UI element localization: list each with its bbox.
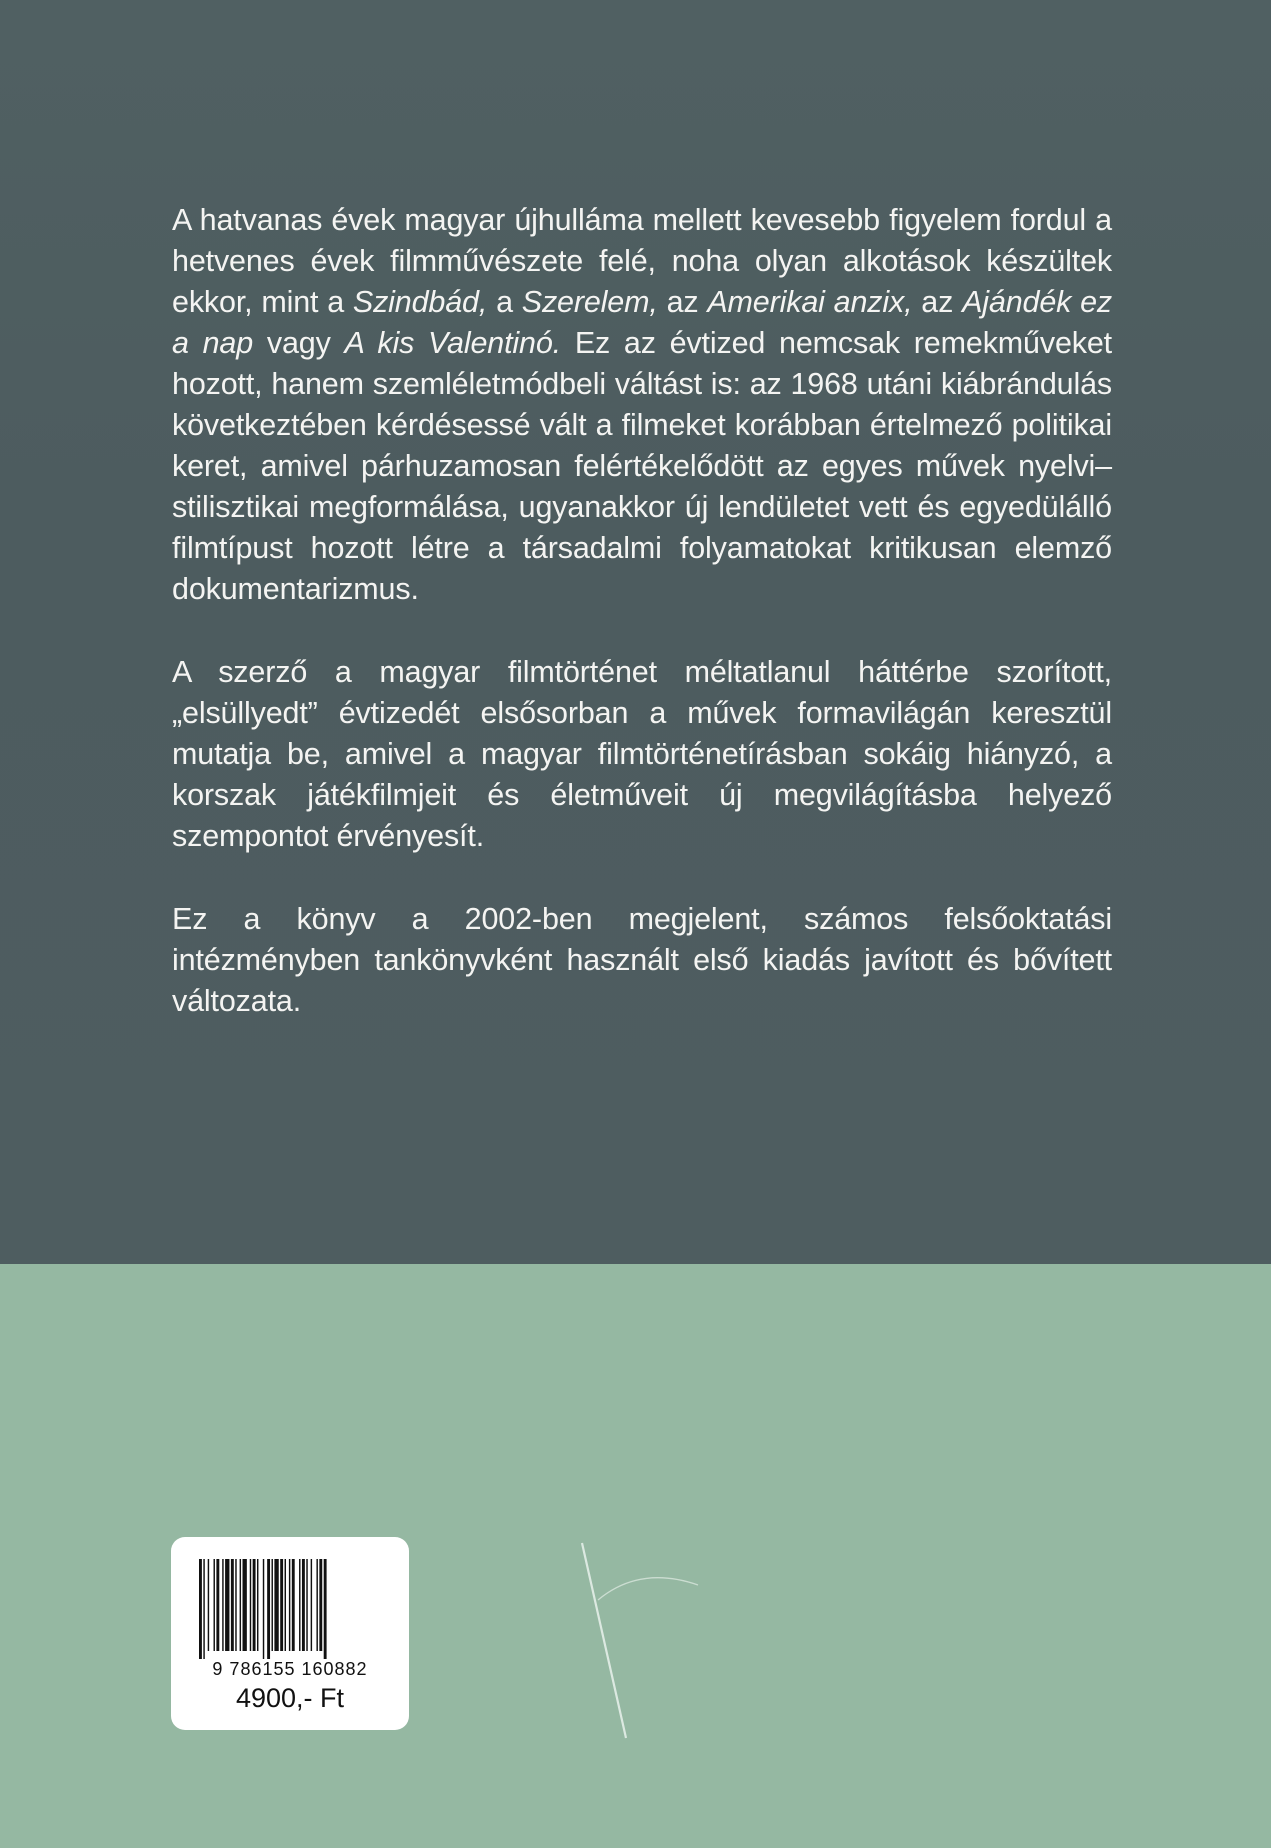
film-title: A kis Valentinó. [344,326,562,360]
barcode-bar [253,1559,256,1651]
barcode-bar [231,1559,234,1651]
film-title: Szindbád, [352,285,488,319]
barcode-bar [214,1559,215,1651]
barcode-bar [203,1559,204,1659]
isbn-number: 9 786155 160882 [212,1659,368,1679]
blurb-paragraph-1: A hatvanas évek magyar újhulláma mellett kevesebb figyelem fordul a hetvenes évek filmművészete felé, noha olyan alkotások készültek ekkor, mint a Szindbád, a Szerelem, az Amerikai anzix, az Ajándék ez a nap vagy A kis Valentinó. Ez az évtized nemcsak remekműveket hozott, hanem szemléletmódbeli váltást is: az 1968 utáni kiábrándulás következtében kérdésessé vált a filmeket korábban értelmező politikai keret, amivel párhuzamosan felértékelődött az egyes művek nyelvi–stilisztikai megformálása, ugyanakkor új lendületet vett és egyedülálló filmtípust hozott létre a társadalmi folyamatokat kritikusan elemző dokumentarizmus. [172,203,1113,606]
film-title: Szerelem, [521,285,658,319]
barcode-bar [222,1559,223,1651]
price-label: 4900,- Ft [235,1683,345,1713]
barcode-bar [257,1559,258,1651]
barcode-bar [235,1559,236,1651]
barcode-bar [316,1559,317,1651]
barcode-bar [280,1559,283,1651]
barcode-bar [302,1559,305,1651]
blurb-paragraph-2: A szerző a magyar filmtörténet méltatlanul háttérbe szorított, „elsüllyedt” évtizedét elsősorban a művek formavilágán keresztül mutatja be, amivel a magyar filmtörténetírásban sokáig hiányzó, a korszak játékfilmjeit és életműveit új megvilágításba helyező szempontot érvényesít. [172,655,1112,853]
barcode-bar [274,1559,278,1651]
barcode-bar [311,1559,312,1651]
barcode-bar [199,1559,202,1659]
barcode-bar [225,1559,229,1651]
barcode-bar [299,1559,300,1651]
blurb-text [172,200,1112,1064]
film-title: Ajándék ez a nap [172,285,1113,360]
barcode-bar [263,1559,264,1659]
barcode-bar [306,1559,307,1651]
price-sticker [171,1537,409,1730]
barcode-bar [208,1559,209,1651]
barcode-bar [292,1559,295,1651]
barcode-bar [243,1559,247,1651]
film-title: Amerikai anzix, [707,285,913,319]
barcode-bar [267,1559,270,1659]
barcode-bar [289,1559,290,1651]
barcode-bar [272,1559,273,1651]
blurb-paragraph-3: Ez a könyv a 2002-ben megjelent, számos felsőoktatási intézményben tankönyvként használt első kiadás javított és bővített változata. [172,902,1112,1018]
barcode [199,1559,383,1659]
barcode-bar [319,1559,322,1651]
barcode-bar [324,1559,327,1659]
barcode-bar [285,1559,286,1651]
barcode-bar [240,1559,241,1651]
barcode-bar [250,1559,251,1651]
barcode-bar [216,1559,219,1651]
